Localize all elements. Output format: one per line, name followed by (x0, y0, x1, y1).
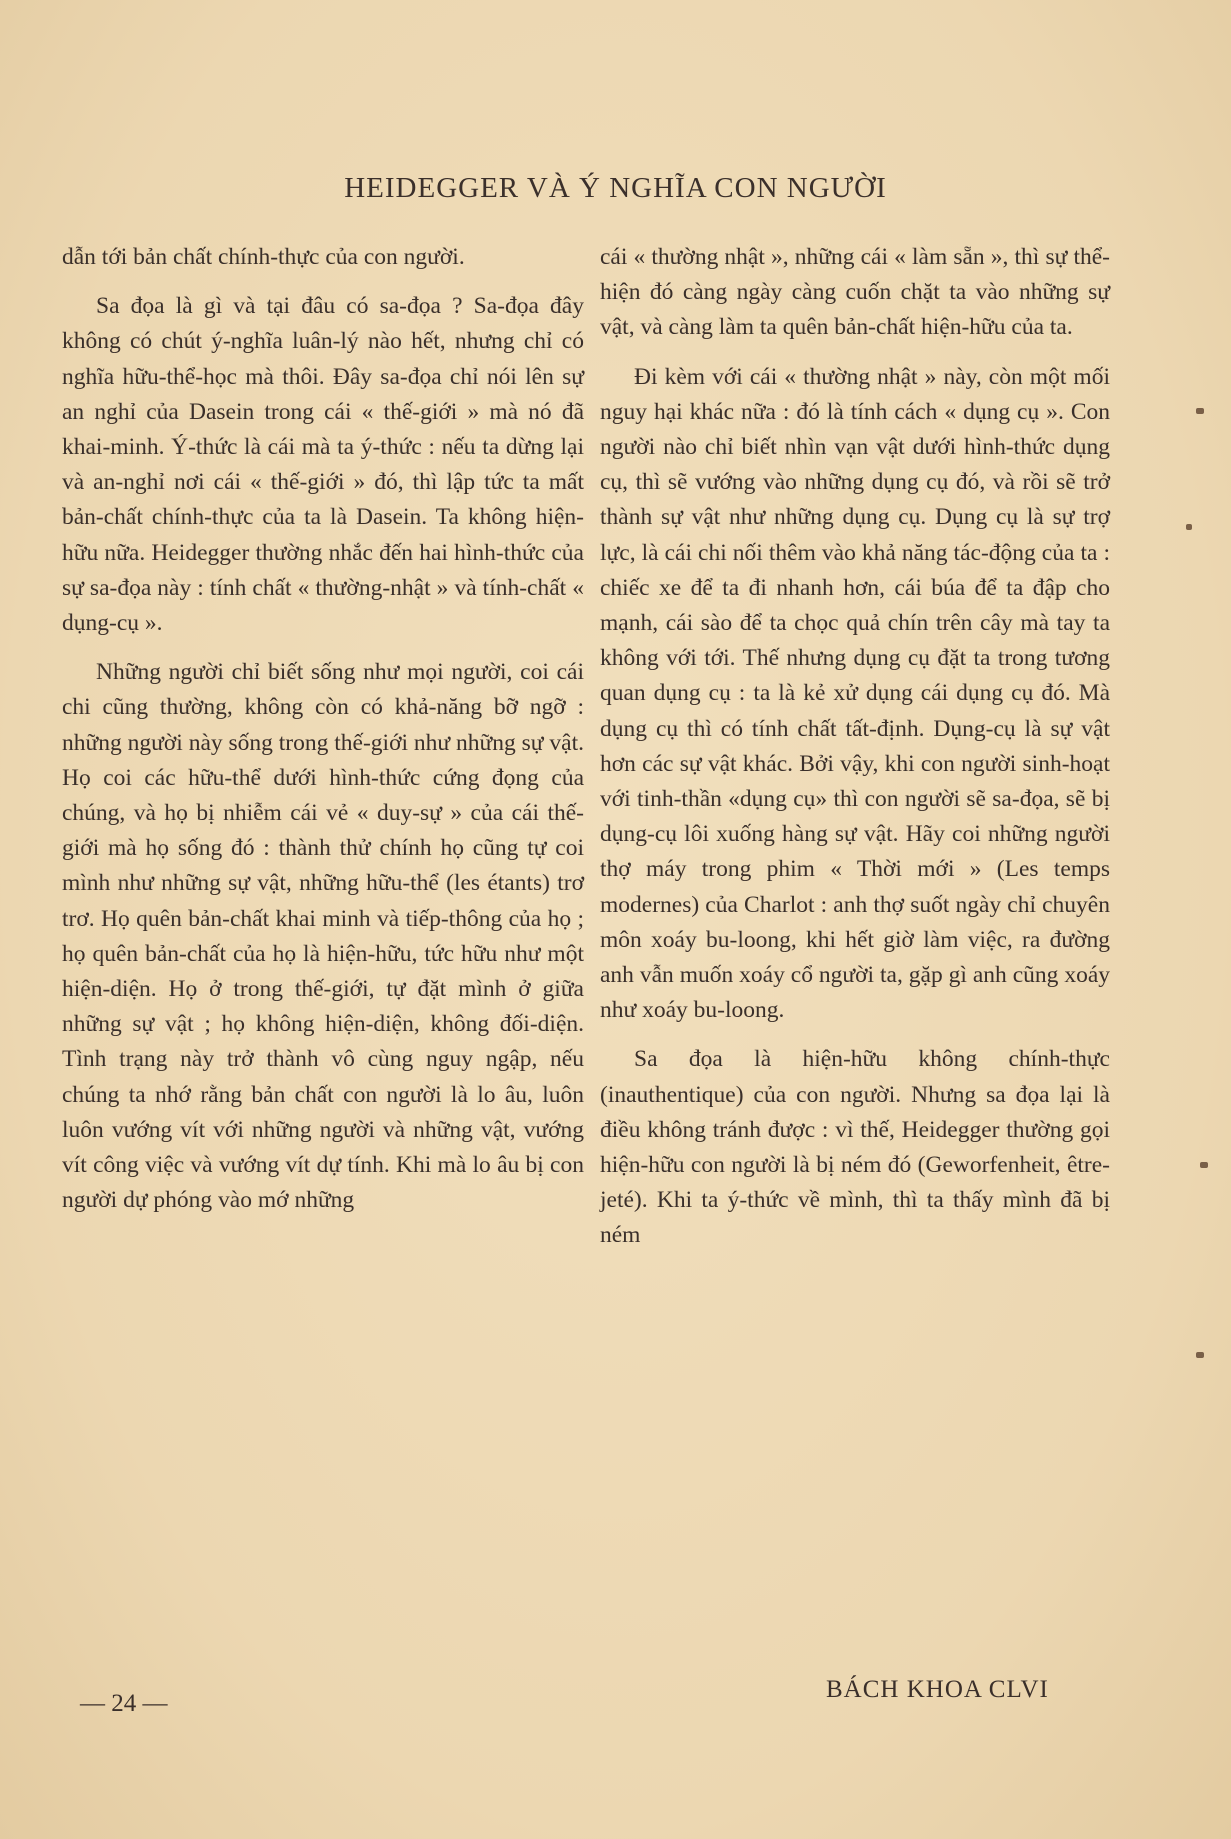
ink-speck (1186, 524, 1192, 530)
paragraph: cái « thường nhật », những cái « làm sẵn », thì sự thể-hiện đó càng ngày càng cuốn chặt ta vào những sự vật, và càng làm ta quên bản-chất hiện-hữu của ta. (600, 244, 1110, 341)
paragraph: Đi kèm với cái « thường nhật » này, còn một mối nguy hại khác nữa : đó là tính cách « dụng cụ ». Con người nào chỉ biết nhìn vạn vật dưới hình-thức dụng cụ, thì sẽ vướng vào những dụng cụ đó, và rồi sẽ trở thành sự vật như những dụng cụ. Dụng cụ là sự trợ lực, là cái chi nối thêm vào khả năng tác-động của ta : chiếc xe để ta đi nhanh hơn, cái búa để ta đập cho mạnh, cái sào để ta chọc quả chín trên cây mà tay ta không với tới. Thế nhưng dụng cụ đặt ta trong tương quan dụng cụ : ta là kẻ xử dụng cái dụng cụ đó. Mà dụng cụ thì có tính chất tất-định. Dụng-cụ là sự vật hơn các sự vật khác. Bởi vậy, khi con người sinh-hoạt với tinh-thần «dụng cụ» thì con người sẽ sa-đọa, sẽ bị dụng-cụ lôi xuống hàng sự vật. Hãy coi những người thợ máy trong phim « Thời mới » (Les temps modernes) của Charlot : anh thợ suốt ngày chỉ chuyên môn xoáy bu-loong, khi hết giờ làm việc, ra đường anh vẫn muốn xoáy cổ người ta, gặp gì anh cũng xoáy như xoáy bu-loong. (600, 363, 1110, 1024)
ink-speck (1200, 1162, 1208, 1168)
page-number: — 24 — (80, 1690, 168, 1717)
left-column (62, 240, 584, 1218)
ink-speck (1196, 408, 1204, 414)
right-column (600, 240, 1110, 1254)
paragraph: dẫn tới bản chất chính-thực của con người. (62, 244, 465, 270)
paragraph: Những người chỉ biết sống như mọi người, coi cái chi cũng thường, không còn có khả-năng bỡ ngỡ : những người này sống trong thế-giới như những sự vật. Họ coi các hữu-thể dưới hình-thức cứng đọng của chúng, và họ bị nhiễm cái vẻ « duy-sự » của cái thế-giới mà họ sống đó : thành thử chính họ cũng tự coi mình như những sự vật, những hữu-thể (les étants) trơ trơ. Họ quên bản-chất khai minh và tiếp-thông của họ ; họ quên bản-chất của họ là hiện-hữu, tức hữu như một hiện-diện. Họ ở trong thế-giới, tự đặt mình ở giữa những sự vật ; họ không hiện-diện, không đối-diện. Tình trạng này trở thành vô cùng nguy ngập, nếu chúng ta nhớ rằng bản chất con người là lo âu, luôn luôn vướng vít với những người và những vật, vướng vít công việc và vướng vít dự tính. Khi mà lo âu bị con người dự phóng vào mớ những (62, 659, 584, 1214)
ink-speck (1196, 1352, 1204, 1358)
magazine-footer: BÁCH KHOA CLVI (826, 1676, 1049, 1703)
running-title: HEIDEGGER VÀ Ý NGHĨA CON NGƯỜI (344, 172, 887, 204)
paragraph: Sa đọa là gì và tại đâu có sa-đọa ? Sa-đọa đây không có chút ý-nghĩa luân-lý nào hết, nhưng chỉ có nghĩa hữu-thể-học mà thôi. Đây sa-đọa chỉ nói lên sự an nghỉ của Dasein trong cái « thế-giới » mà nó đã khai-minh. Ý-thức là cái mà ta ý-thức : nếu ta dừng lại và an-nghỉ nơi cái « thế-giới » đó, thì lập tức ta mất bản-chất chính-thực của ta là Dasein. Ta không hiện-hữu nữa. Heidegger thường nhắc đến hai hình-thức của sự sa-đọa này : tính chất « thường-nhật » và tính-chất « dụng-cụ ». (62, 293, 584, 637)
paragraph: Sa đọa là hiện-hữu không chính-thực (inauthentique) của con người. Nhưng sa đọa lại là điều không tránh được : vì thế, Heidegger thường gọi hiện-hữu con người là bị ném đó (Geworfenheit, être-jeté). Khi ta ý-thức về mình, thì ta thấy mình đã bị ném (600, 1046, 1110, 1249)
